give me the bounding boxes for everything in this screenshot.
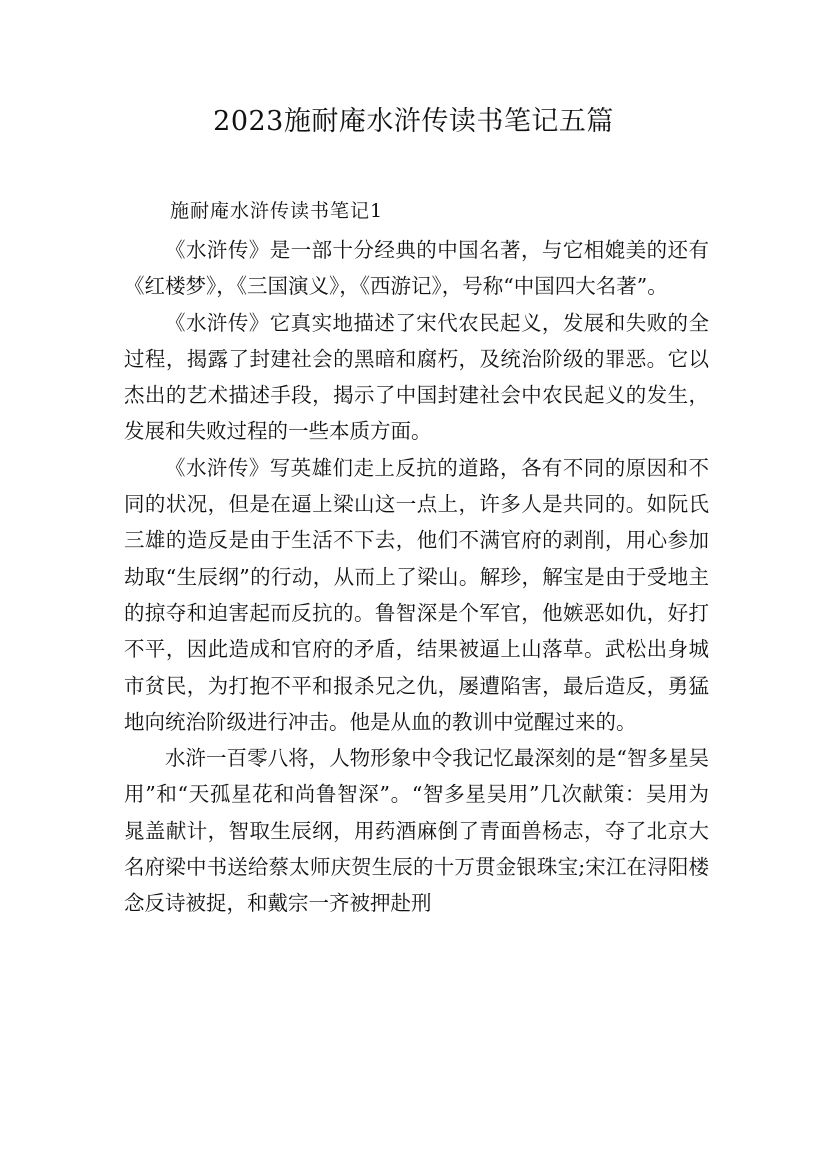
document-title: 2023施耐庵水浒传读书笔记五篇: [213, 106, 614, 137]
paragraph: 水浒一百零八将，人物形象中令我记忆最深刻的是“智多星吴用”和“天孤星花和尚鲁智深”。“智多星吴用”几次献策：吴用为晁盖献计，智取生辰纲，用药酒麻倒了青面兽杨志，夺了北京大名府梁中书送给蔡太师庆贺生辰的十万贯金银珠宝;宋江在浔阳楼念反诗被捉，和戴宗一齐被押赴刑: [124, 746, 709, 916]
document-body: [124, 232, 709, 922]
section-heading: 施耐庵水浒传读书笔记1: [170, 200, 384, 222]
paragraph: 《水浒传》是一部十分经典的中国名著，与它相媲美的还有《红楼梦》，《三国演义》，《西游记》，号称“中国四大名著”。: [124, 238, 709, 299]
paragraph: 《水浒传》它真实地描述了宋代农民起义，发展和失败的全过程，揭露了封建社会的黑暗和腐朽，及统治阶级的罪恶。它以杰出的艺术描述手段，揭示了中国封建社会中农民起义的发生，发展和失败过程的一些本质方面。: [124, 310, 709, 444]
paragraph: 《水浒传》写英雄们走上反抗的道路，各有不同的原因和不同的状况，但是在逼上梁山这一点上，许多人是共同的。如阮氏三雄的造反是由于生活不下去，他们不满官府的剥削，用心参加劫取“生辰纲”的行动，从而上了梁山。解珍，解宝是由于受地主的掠夺和迫害起而反抗的。鲁智深是个军官，他嫉恶如仇，好打不平，因此造成和官府的矛盾，结果被逼上山落草。武松出身城市贫民，为打抱不平和报杀兄之仇，屡遭陷害，最后造反，勇猛地向统治阶级进行冲击。他是从血的教训中觉醒过来的。: [124, 455, 709, 734]
